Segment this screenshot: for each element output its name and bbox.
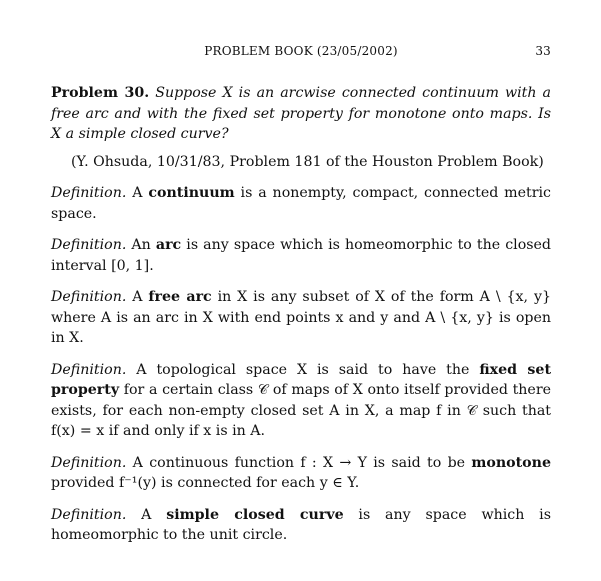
document-page [51, 44, 551, 546]
definition-term: fixed set property [51, 361, 551, 398]
definition-body: is any space which is homeomorphic to the closed interval [0, 1]. [51, 237, 551, 274]
running-head-title: PROBLEM BOOK (23/05/2002) [204, 44, 398, 58]
definition-monotone [51, 453, 551, 494]
problem-text: Suppose X is an arcwise connected continuum with a free arc and with the fixed set property for monotone onto maps. Is X a simple closed curve? [51, 85, 552, 142]
definition-body: provided f⁻¹(y) is connected for each y ∈ Y. [51, 475, 360, 491]
definition-label: Definition. [51, 289, 127, 305]
definition-term: free arc [148, 289, 212, 305]
definition-label: Definition. [51, 237, 127, 253]
definition-label: Definition. [51, 185, 127, 201]
running-head [51, 44, 551, 64]
definition-term: simple closed curve [166, 506, 344, 523]
definition-lead: A topological space X is said to have the [136, 361, 470, 378]
problem-statement [51, 83, 551, 145]
definition-term: monotone [471, 454, 551, 471]
definition-lead: A [132, 289, 143, 305]
definition-label: Definition. [51, 506, 127, 523]
definition-body: is a nonempty, compact, connected metric space. [51, 185, 551, 222]
definition-lead: A [141, 506, 152, 523]
definition-lead: An [131, 237, 151, 253]
problem-source: (Y. Ohsuda, 10/31/83, Problem 181 of the Houston Problem Book) [71, 153, 544, 170]
definition-body: for a certain class 𝒞 of maps of X onto itself provided there exists, for each non-empty closed set A in X, a map f in 𝒞 such that f(x) = x if and only if x is in A. [51, 382, 551, 439]
definition-lead: A [132, 185, 143, 201]
definition-fixed-set-property [51, 360, 551, 442]
definition-body: in X is any subset of X of the form A \ {x, y} where A is an arc in X with end points x and y and A \ {x, y} is open in X. [51, 289, 551, 346]
definition-lead: A continuous function f : X → Y is said to be [132, 454, 466, 471]
definition-continuum [51, 183, 551, 224]
definition-term: continuum [148, 185, 235, 201]
page-number: 33 [535, 44, 551, 58]
definition-arc [51, 235, 551, 276]
definition-term: arc [155, 237, 182, 253]
definition-label: Definition. [51, 361, 127, 378]
definition-simple-closed-curve [51, 505, 551, 546]
definition-free-arc [51, 287, 551, 349]
definition-label: Definition. [51, 454, 127, 471]
problem-label: Problem 30. [51, 85, 150, 101]
definition-body: is any space which is homeomorphic to the unit circle. [51, 506, 552, 543]
